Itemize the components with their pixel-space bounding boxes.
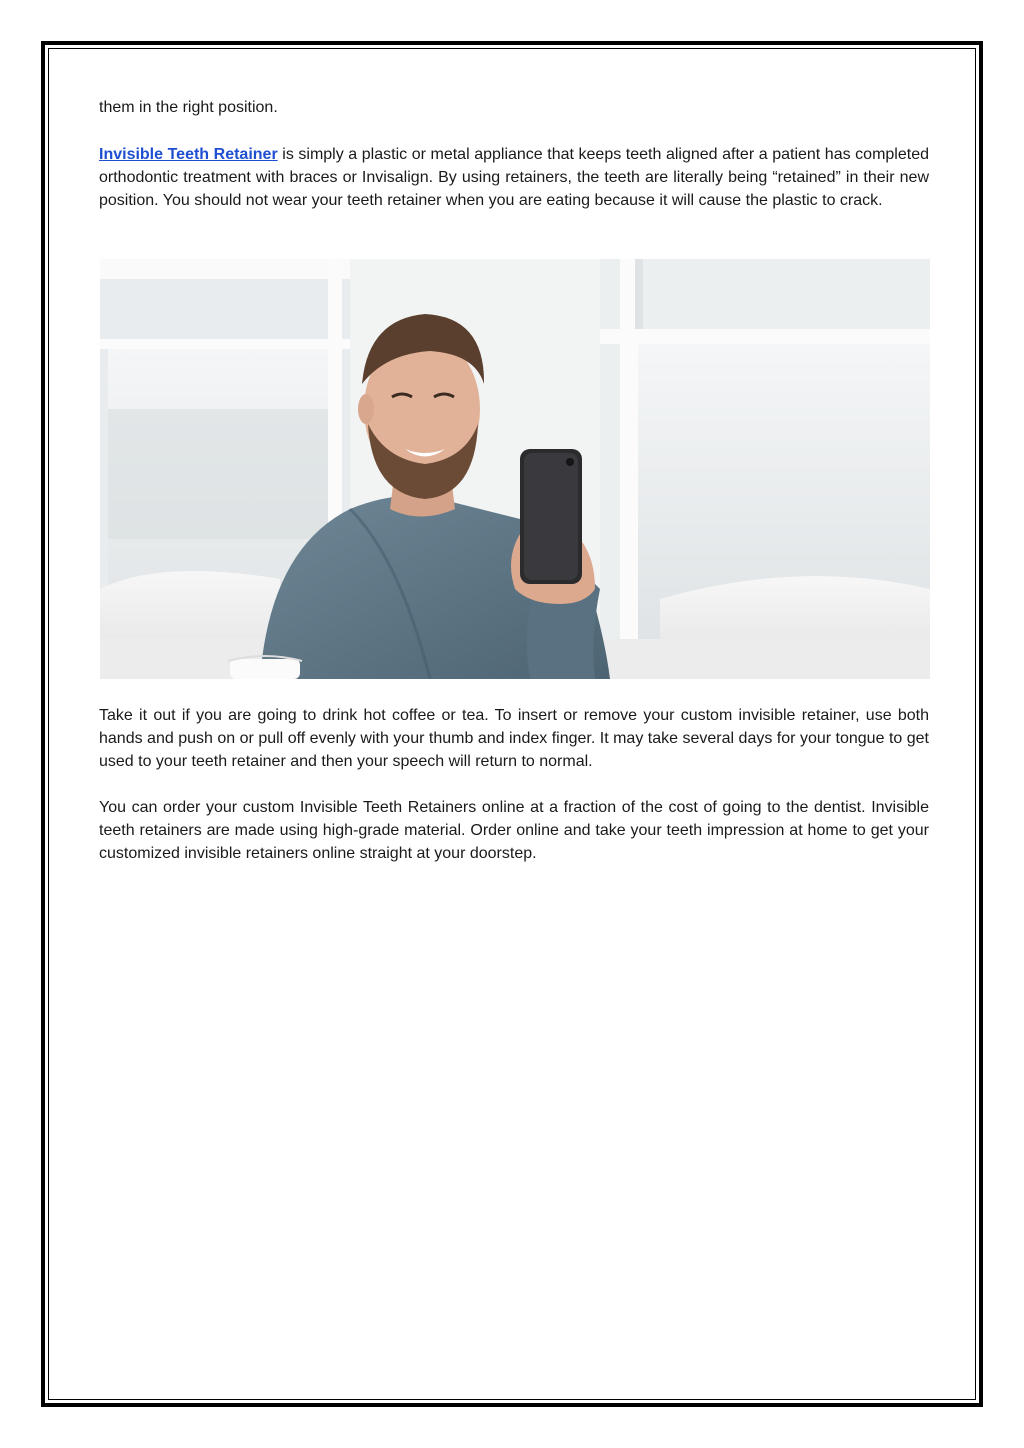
retainer-description: is simply a plastic or metal appliance that keeps teeth aligned after a patient has completed orthodontic treatment with braces or Invisalign. By using retainers, the teeth are literally being “retained” in their new position. You should not wear your teeth retainer when you are eating because it will cause the plastic to crack. (99, 146, 930, 209)
invisible-teeth-retainer-link[interactable]: Invisible Teeth Retainer (99, 146, 278, 163)
paragraph-take-out: Take it out if you are going to drink hot coffee or tea. To insert or remove your custom invisible retainer, use both hands and push on or pull off evenly with your thumb and index finger. It may take several days for your tongue to get used to your teeth retainer and then your speech will return to normal. (99, 707, 929, 770)
document-body-top (99, 96, 929, 212)
man-with-phone-photo (100, 259, 930, 679)
paragraph-order-online: You can order your custom Invisible Teeth Retainers online at a fraction of the cost of going to the dentist. Invisible teeth retainers are made using high-grade material. Order online and take your teeth impression at home to get your customized invisible retainers online straight at your doorstep. (99, 799, 929, 862)
paragraph-intro-tail: them in the right position. (99, 99, 278, 116)
paragraph-retainer (99, 143, 929, 212)
document-body-bottom (99, 704, 929, 865)
